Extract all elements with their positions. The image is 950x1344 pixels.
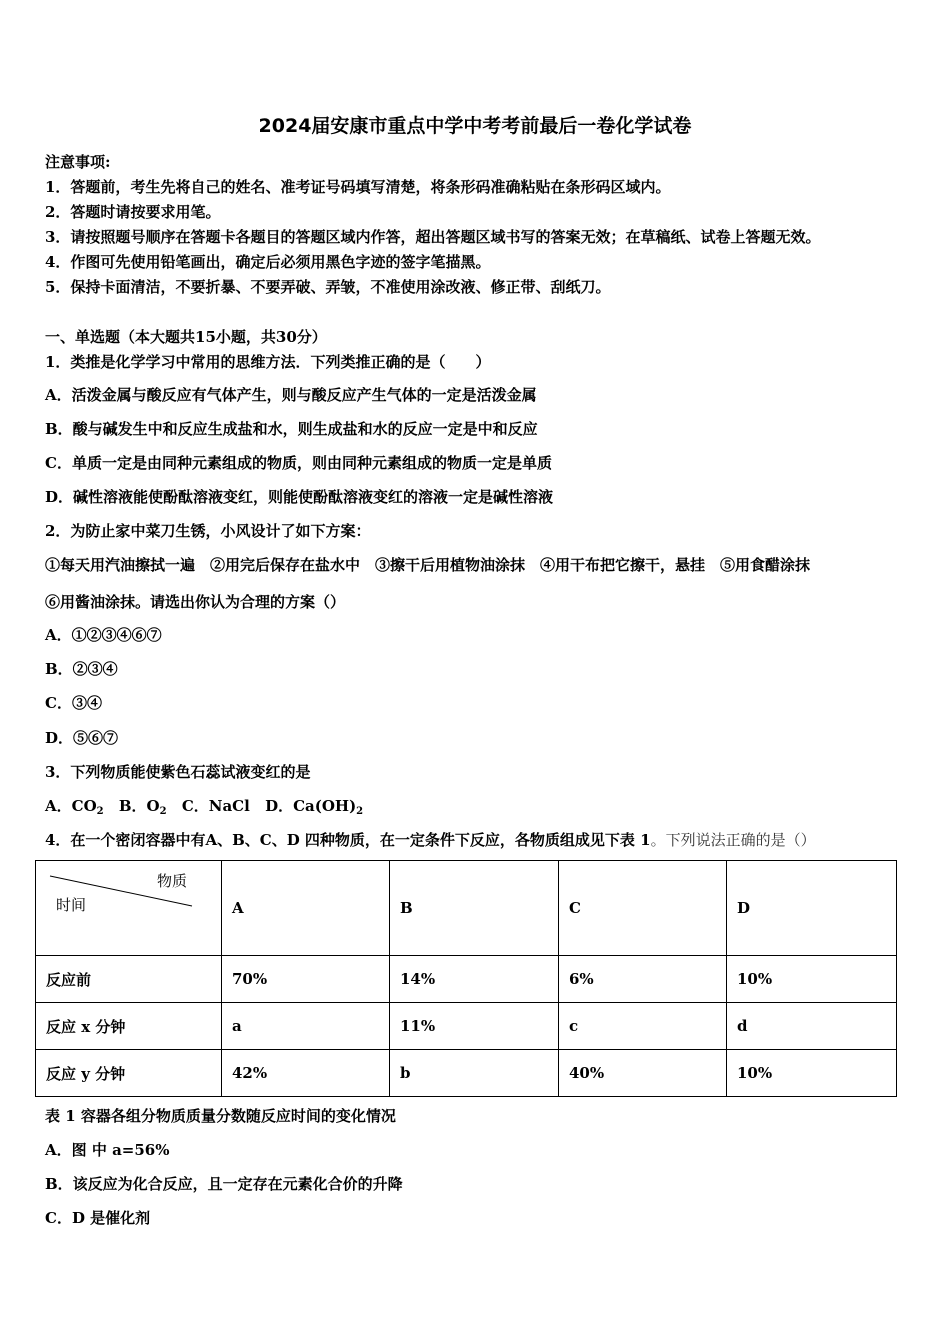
corner-label-time: 时间 bbox=[56, 896, 87, 914]
table-row bbox=[36, 1050, 897, 1097]
notice-item: 3．请按照题号顺序在答题卡各题目的答题区域内作答，超出答题区域书写的答案无效；在草稿纸、试卷上答题无效。 bbox=[45, 228, 821, 246]
question-3-stem: 3．下列物质能使紫色石蕊试液变红的是 bbox=[45, 763, 311, 781]
q4-stem-tail: 。下列说法正确的是（） bbox=[650, 831, 816, 849]
q4-stem-main: 4．在一个密闭容器中有A、B、C、D 四种物质，在一定条件下反应，各物质组成见下表 1 bbox=[45, 831, 651, 849]
q3-option-b: B．O bbox=[118, 797, 160, 815]
q2-option-d: D．⑤⑥⑦ bbox=[45, 729, 119, 747]
q3-option-d-subscript: 2 bbox=[356, 806, 364, 817]
q3-options bbox=[45, 796, 363, 816]
table-caption: 表 1 容器各组分物质质量分数随反应时间的变化情况 bbox=[45, 1107, 396, 1125]
corner-label-substance: 物质 bbox=[156, 872, 187, 890]
q1-option-c: C．单质一定是由同种元素组成的物质，则由同种元素组成的物质一定是单质 bbox=[45, 454, 552, 472]
column-header: D bbox=[727, 861, 897, 956]
table-cell: 14% bbox=[390, 956, 559, 1003]
q2-option-b: B．②③④ bbox=[45, 660, 118, 678]
q1-option-a: A．活泼金属与酸反应有气体产生，则与酸反应产生气体的一定是活泼金属 bbox=[45, 386, 537, 404]
notice-item: 5．保持卡面清洁，不要折暴、不要弄破、弄皱，不准使用涂改液、修正带、刮纸刀。 bbox=[45, 278, 611, 296]
q4-option-c: C．D 是催化剂 bbox=[45, 1209, 151, 1227]
table-cell: b bbox=[390, 1050, 559, 1097]
question-4-stem bbox=[45, 830, 816, 850]
q4-option-a: A．图 中 a=56% bbox=[45, 1141, 170, 1159]
q3-option-a-subscript: 2 bbox=[96, 806, 104, 817]
table-cell: 6% bbox=[559, 956, 727, 1003]
question-2-stem: 2．为防止家中菜刀生锈，小风设计了如下方案： bbox=[45, 522, 371, 540]
table-cell: 10% bbox=[727, 1050, 897, 1097]
notice-heading: 注意事项: bbox=[45, 153, 111, 171]
q1-option-b: B．酸与碱发生中和反应生成盐和水，则生成盐和水的反应一定是中和反应 bbox=[45, 420, 538, 438]
page-title: 2024届安康市重点中学中考考前最后一卷化学试卷 bbox=[258, 115, 692, 137]
table-cell: 10% bbox=[727, 956, 897, 1003]
table-cell: 42% bbox=[222, 1050, 390, 1097]
notice-item: 4．作图可先使用铅笔画出，确定后必须用黑色字迹的签字笔描黑。 bbox=[45, 253, 491, 271]
section-heading: 一、单选题（本大题共15小题，共30分） bbox=[45, 328, 327, 346]
q3-option-c: C．NaCl bbox=[181, 797, 250, 815]
column-header: A bbox=[222, 861, 390, 956]
notice-item: 2．答题时请按要求用笔。 bbox=[45, 203, 221, 221]
q4-option-b: B．该反应为化合反应，且一定存在元素化合价的升降 bbox=[45, 1175, 403, 1193]
table-cell: c bbox=[559, 1003, 727, 1050]
q3-option-d: D．Ca(OH) bbox=[265, 797, 357, 815]
table-row bbox=[36, 956, 897, 1003]
table-row bbox=[36, 1003, 897, 1050]
column-header: C bbox=[559, 861, 727, 956]
table-header-row bbox=[36, 861, 897, 956]
table-cell: 40% bbox=[559, 1050, 727, 1097]
row-label: 反应 y 分钟 bbox=[36, 1050, 222, 1097]
q2-option-c: C．③④ bbox=[45, 694, 102, 712]
q1-option-d: D．碱性溶液能使酚酞溶液变红，则能使酚酞溶液变红的溶液一定是碱性溶液 bbox=[45, 488, 554, 506]
question-1-stem: 1．类推是化学学习中常用的思维方法．下列类推正确的是（ ） bbox=[45, 353, 491, 371]
row-label: 反应 x 分钟 bbox=[36, 1003, 222, 1050]
column-header: B bbox=[390, 861, 559, 956]
q4-data-table bbox=[35, 860, 897, 1097]
table-cell: a bbox=[222, 1003, 390, 1050]
q2-plans: ①每天用汽油擦拭一遍 ②用完后保存在盐水中 ③擦干后用植物油涂抹 ④用干布把它擦干，悬挂 ⑤用食醋涂抹 bbox=[45, 556, 811, 574]
table-cell: 11% bbox=[390, 1003, 559, 1050]
q3-option-b-subscript: 2 bbox=[159, 806, 167, 817]
row-label: 反应前 bbox=[36, 956, 222, 1003]
table-corner-cell bbox=[36, 861, 222, 956]
q2-option-a: A．①②③④⑥⑦ bbox=[45, 626, 162, 644]
q3-option-a: A．CO bbox=[45, 797, 97, 815]
q2-plans-continued: ⑥用酱油涂抹。请选出你认为合理的方案（） bbox=[45, 593, 346, 611]
notice-item: 1．答题前，考生先将自己的姓名、准考证号码填写清楚，将条形码准确粘贴在条形码区域内。 bbox=[45, 178, 671, 196]
table-cell: 70% bbox=[222, 956, 390, 1003]
table-cell: d bbox=[727, 1003, 897, 1050]
